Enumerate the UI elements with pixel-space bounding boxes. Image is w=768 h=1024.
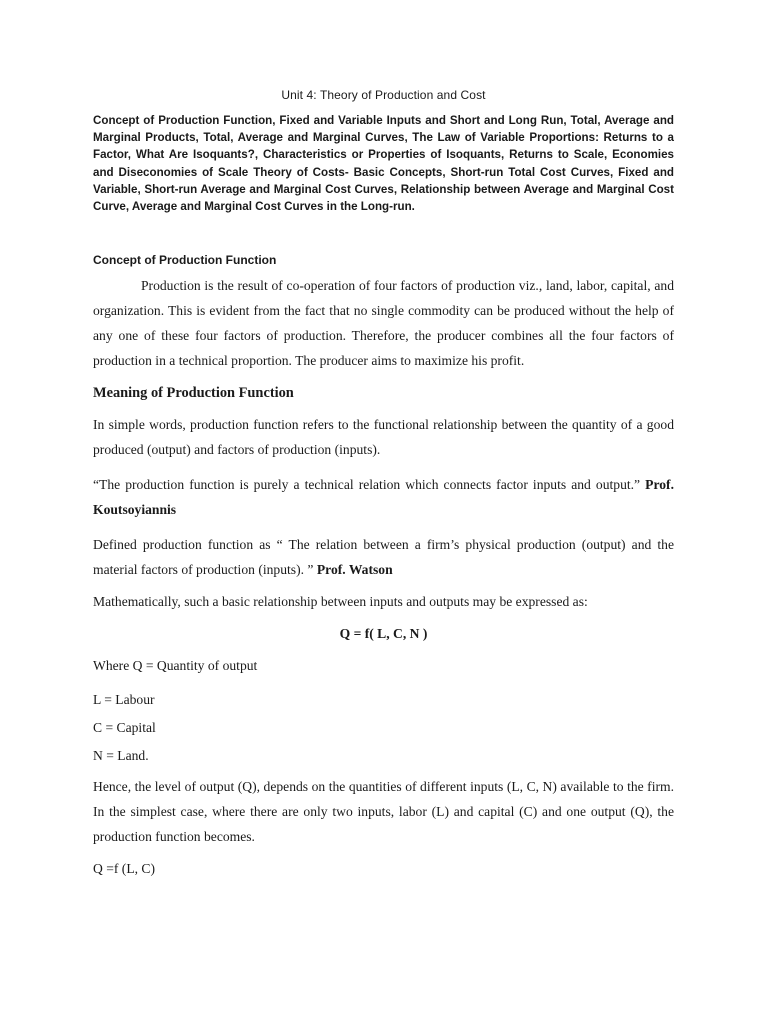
production-formula: Q = f( L, C, N ) bbox=[339, 626, 428, 642]
section-heading-meaning: Meaning of Production Function bbox=[93, 385, 294, 402]
definition-paragraph: In simple words, production function refers to the functional relationship between the quantity of a good produced (output) and factors of production (inputs). bbox=[93, 417, 674, 458]
quote-koutsoyiannis bbox=[93, 472, 674, 522]
page-title: Unit 4: Theory of Production and Cost bbox=[281, 88, 486, 102]
topics-list: Concept of Production Function, Fixed and Variable Inputs and Short and Long Run, Total, Average and Marginal Products, Total, Average and Marginal Curves, The Law of Variable Proportions: Returns to a Factor, What Are Isoquants?, Characteristics or Properties of Isoquants, Returns to Scale, Economies and Diseconomies of Scale Theory of Costs- Basic Concepts, Short-run Total Cost Curves, Fixed and Variable, Short-run Average and Marginal Cost Curves, Relationship between Average and Marginal Cost Curve, Average and Marginal Cost Curves in the Long-run. bbox=[93, 114, 674, 214]
quote-text: Defined production function as “ The relation between a firm’s physical production (output) and the material factors of production (inputs). ” bbox=[93, 537, 674, 578]
document-body bbox=[93, 82, 674, 893]
math-intro: Mathematically, such a basic relationship between inputs and outputs may be expressed as: bbox=[93, 594, 588, 610]
capital-definition: C = Capital bbox=[93, 720, 156, 736]
concept-paragraph: Production is the result of co-operation of four factors of production viz., land, labor, capital, and organization. This is evident from the fact that no single commodity can be produced without the help of any one of these four factors of production. Therefore, the producer combines all the four factors of production in a technical proportion. The producer aims to maximize his profit. bbox=[93, 278, 674, 369]
quote-author: Prof. Koutsoyiannis bbox=[93, 477, 674, 518]
where-q-definition: Where Q = Quantity of output bbox=[93, 658, 258, 674]
land-definition: N = Land. bbox=[93, 748, 149, 764]
quote-author: Prof. Watson bbox=[316, 562, 393, 578]
two-input-formula: Q =f (L, C) bbox=[93, 861, 156, 877]
section-heading-concept: Concept of Production Function bbox=[93, 253, 277, 268]
quote-watson bbox=[93, 532, 674, 582]
hence-paragraph: Hence, the level of output (Q), depends on the quantities of different inputs (L, C, N) available to the firm. In the simplest case, where there are only two inputs, labor (L) and capital (C) and one output (Q), the production function becomes. bbox=[93, 779, 674, 845]
quote-text: “The production function is purely a technical relation which connects factor inputs and output.” bbox=[93, 477, 641, 493]
labour-definition: L = Labour bbox=[93, 692, 155, 708]
